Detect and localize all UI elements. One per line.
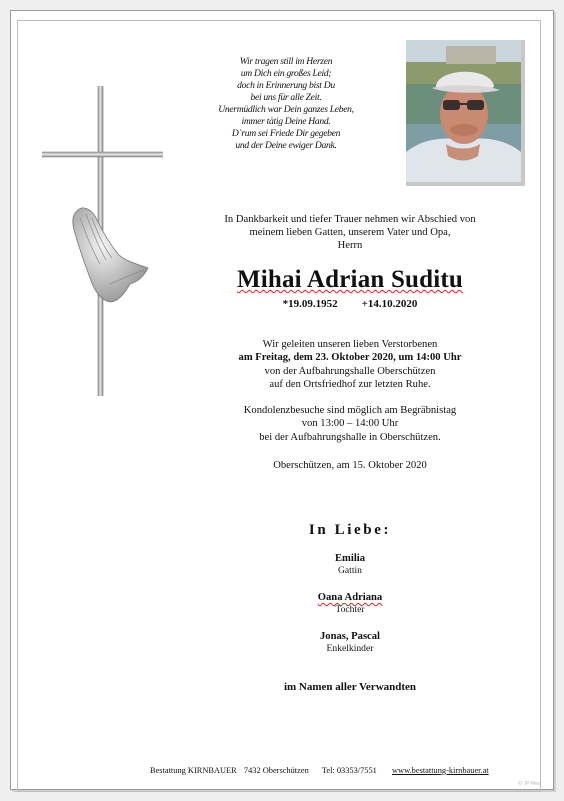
intro-line: meinem lieben Gatten, unserem Vater und Opa, [249, 227, 451, 238]
relatives-line: im Namen aller Verwandten [283, 681, 417, 693]
poem [196, 56, 376, 152]
poem-line: doch in Erinnerung bist Du [237, 80, 335, 91]
mourner [250, 552, 450, 577]
funeral-line: auf den Ortsfriedhof zur letzten Ruhe. [269, 378, 431, 390]
praying-hands-icon [73, 208, 148, 302]
poem-line: Wir tragen still im Herzen [239, 56, 333, 67]
mourner-relation: Tochter [335, 604, 365, 615]
mourner-name: Emilia [334, 553, 366, 564]
intro-line: Herrn [337, 240, 363, 251]
birth-date: *19.09.1952 [282, 298, 338, 310]
condolence-line: Kondolenzbesuche sind möglich am Begräbnistag [243, 405, 457, 416]
place-date: Oberschützen, am 15. Oktober 2020 [273, 460, 427, 471]
condolence-line: von 13:00 – 14:00 Uhr [301, 418, 399, 430]
mourner-name: Jonas, Pascal [319, 631, 381, 642]
intro-text [200, 213, 500, 252]
poem-line: immer tätig Deine Hand. [241, 116, 331, 127]
footer-phone: Tel: 03353/7551 [321, 766, 377, 775]
footer-address: 7432 Oberschützen [243, 766, 309, 775]
poem-line: um Dich ein großes Leid; [240, 68, 332, 79]
mourner [250, 591, 450, 616]
mourner [250, 630, 450, 655]
death-date: +14.10.2020 [361, 298, 418, 310]
in-love-heading: In Liebe: [308, 522, 392, 538]
mourner-name: Oana Adriana [317, 592, 383, 603]
funeral-line: Wir geleiten unseren lieben Verstorbenen [262, 339, 438, 350]
intro-line: In Dankbarkeit und tiefer Trauer nehmen wir Abschied von [224, 214, 476, 225]
footer [150, 766, 494, 775]
deceased-name: Mihai Adrian Suditu [236, 266, 464, 293]
footer-website-link[interactable]: www.bestattung-kirnbauer.at [391, 766, 489, 775]
cross-icon [40, 84, 165, 399]
funeral-line: von der Aufbahrungshalle Oberschützen [264, 365, 436, 377]
poem-line: und der Deine ewiger Dank. [235, 140, 337, 151]
poem-line: D`rum sei Friede Dir gegeben [231, 128, 341, 139]
portrait-photo [406, 40, 525, 186]
condolence-line: bei der Aufbahrungshalle in Oberschützen. [259, 431, 441, 443]
poem-line: bei uns für alle Zeit. [250, 92, 322, 103]
life-dates [200, 298, 500, 310]
mourner-relation: Enkelkinder [326, 643, 374, 654]
watermark: © IP Mec [518, 781, 541, 787]
funeral-info [200, 338, 500, 391]
funeral-datetime: am Freitag, dem 23. Oktober 2020, um 14:00 Uhr [238, 352, 462, 364]
condolence-info [200, 404, 500, 444]
poem-line: Unermüdlich war Dein ganzes Leben, [218, 104, 354, 115]
footer-company: Bestattung KIRNBAUER [150, 766, 237, 775]
mourner-relation: Gattin [338, 565, 362, 576]
